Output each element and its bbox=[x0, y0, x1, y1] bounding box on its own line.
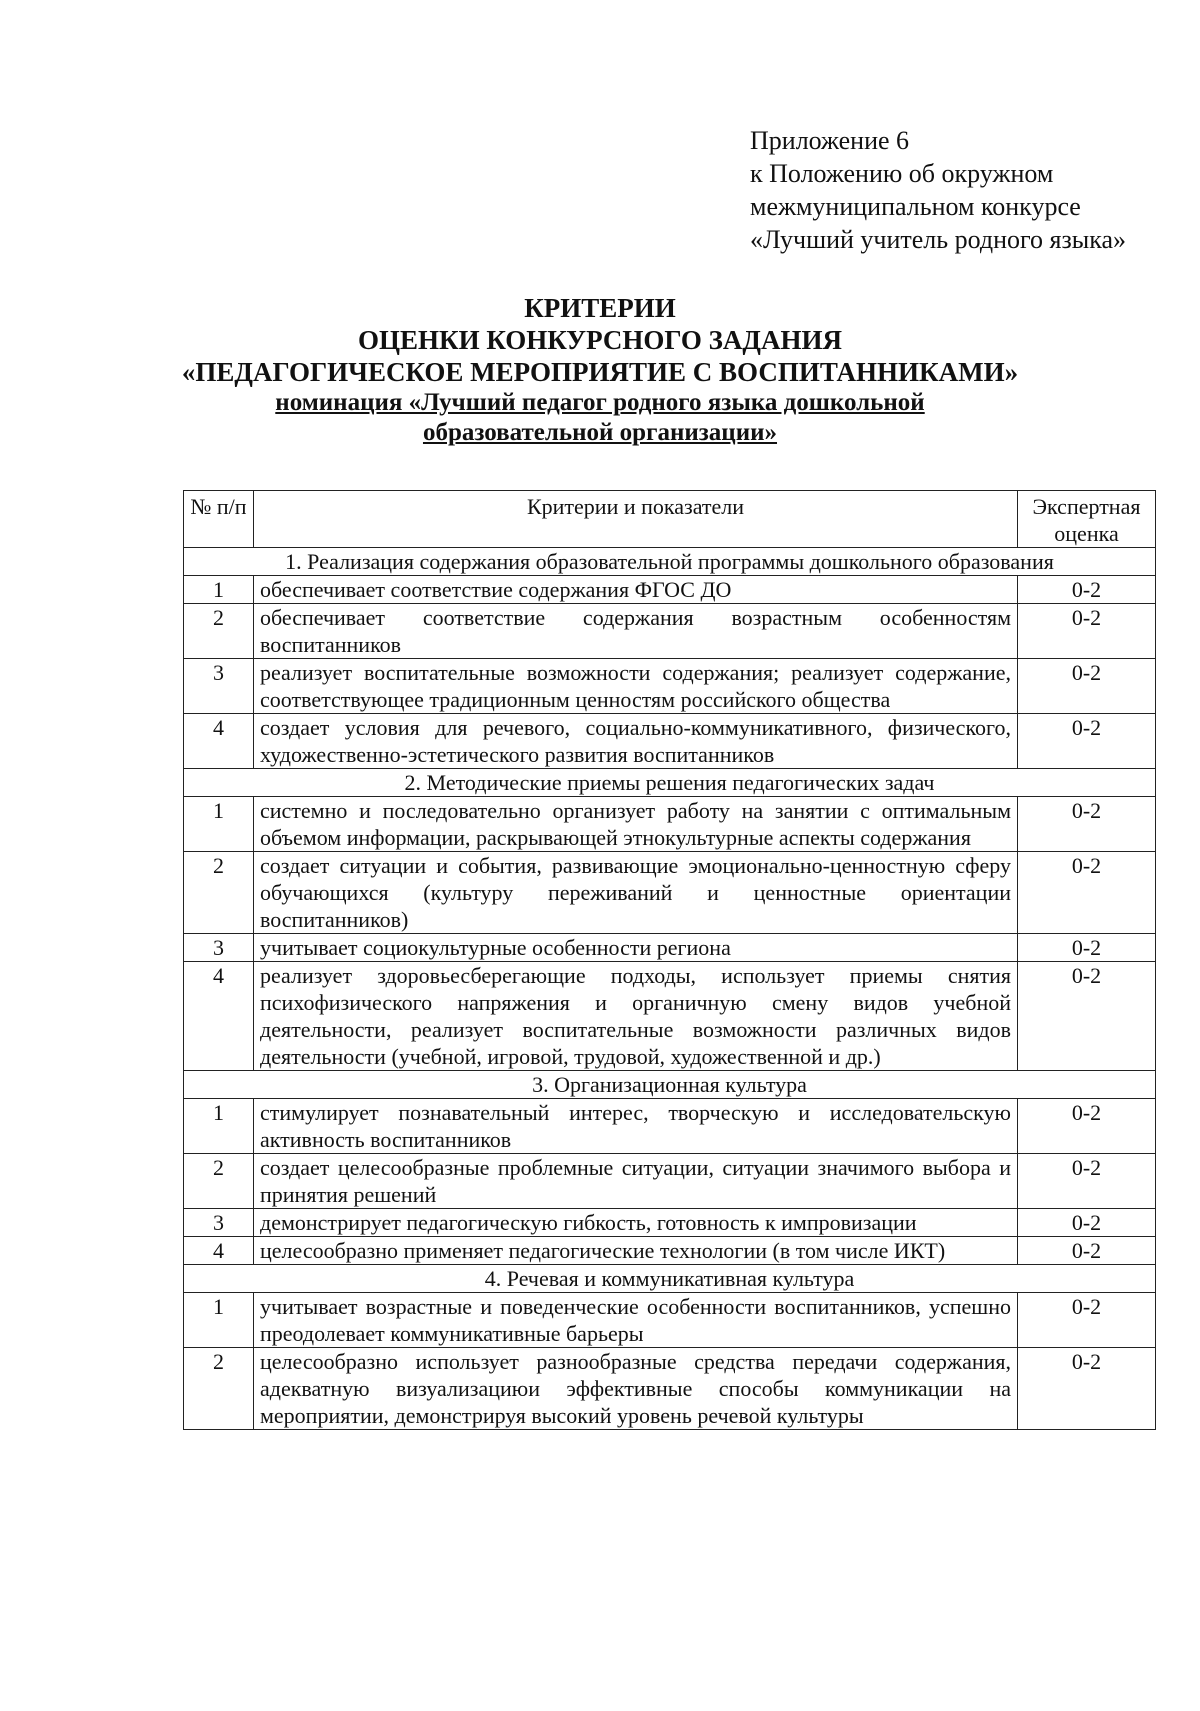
nomination-line: номинация «Лучший педагог родного языка дошкольной bbox=[275, 389, 925, 416]
criterion-number: 3 bbox=[184, 1209, 254, 1237]
criterion-score: 0-2 bbox=[1018, 1154, 1156, 1209]
criterion-row bbox=[184, 604, 1156, 659]
criterion-text: учитывает социокультурные особенности региона bbox=[254, 934, 1018, 962]
criterion-number: 2 bbox=[184, 1348, 254, 1430]
criterion-number: 1 bbox=[184, 1293, 254, 1348]
appendix-line: межмуниципальном конкурсе bbox=[750, 192, 1081, 221]
criterion-number: 2 bbox=[184, 852, 254, 934]
criterion-text: обеспечивает соответствие содержания возрастным особенностям воспитанников bbox=[254, 604, 1018, 659]
criterion-score: 0-2 bbox=[1018, 934, 1156, 962]
criterion-number: 4 bbox=[184, 962, 254, 1071]
criterion-text: реализует воспитательные возможности содержания; реализует содержание, соответствующее традиционным ценностям российского общества bbox=[254, 659, 1018, 714]
section-row bbox=[184, 1265, 1156, 1293]
criterion-score: 0-2 bbox=[1018, 1099, 1156, 1154]
section-title: 4. Речевая и коммуникативная культура bbox=[184, 1265, 1156, 1293]
criterion-number: 2 bbox=[184, 1154, 254, 1209]
criterion-row bbox=[184, 1209, 1156, 1237]
criterion-text: учитывает возрастные и поведенческие особенности воспитанников, успешно преодолевает коммуникативные барьеры bbox=[254, 1293, 1018, 1348]
criterion-text: целесообразно использует разнообразные средства передачи содержания, адекватную визуализациюи эффективные способы коммуникации на мероприятии, демонстрируя высокий уровень речевой культуры bbox=[254, 1348, 1018, 1430]
criterion-score: 0-2 bbox=[1018, 604, 1156, 659]
criterion-text: создает целесообразные проблемные ситуации, ситуации значимого выбора и принятия решений bbox=[254, 1154, 1018, 1209]
criteria-body bbox=[184, 548, 1156, 1430]
criterion-number: 4 bbox=[184, 714, 254, 769]
criterion-score: 0-2 bbox=[1018, 1293, 1156, 1348]
criterion-score: 0-2 bbox=[1018, 659, 1156, 714]
criterion-text: демонстрирует педагогическую гибкость, готовность к импровизации bbox=[254, 1209, 1018, 1237]
criterion-row bbox=[184, 1237, 1156, 1265]
criterion-score: 0-2 bbox=[1018, 852, 1156, 934]
nomination-line: образовательной организации» bbox=[422, 419, 778, 446]
criterion-number: 2 bbox=[184, 604, 254, 659]
criterion-number: 1 bbox=[184, 576, 254, 604]
criterion-row bbox=[184, 576, 1156, 604]
section-row bbox=[184, 769, 1156, 797]
criterion-text: реализует здоровьесберегающие подходы, использует приемы снятия психофизического напряжения и органичную смену видов учебной деятельности, реализует воспитательные возможности различных видов деятельности (учебной, игровой, трудовой, художественной и др.) bbox=[254, 962, 1018, 1071]
criterion-row bbox=[184, 962, 1156, 1071]
criterion-score: 0-2 bbox=[1018, 1348, 1156, 1430]
criterion-score: 0-2 bbox=[1018, 1209, 1156, 1237]
title-line: КРИТЕРИИ bbox=[524, 293, 676, 323]
title-line: «ПЕДАГОГИЧЕСКОЕ МЕРОПРИЯТИЕ С ВОСПИТАННИКАМИ» bbox=[181, 357, 1019, 387]
criterion-number: 1 bbox=[184, 797, 254, 852]
header-score: Экспертная оценка bbox=[1018, 491, 1156, 548]
section-title: 3. Организационная культура bbox=[184, 1071, 1156, 1099]
appendix-note bbox=[750, 124, 1126, 256]
criterion-row bbox=[184, 714, 1156, 769]
criterion-text: создает ситуации и события, развивающие эмоционально-ценностную сферу обучающихся (культуру переживаний и ценностные ориентации воспитанников) bbox=[254, 852, 1018, 934]
section-row bbox=[184, 548, 1156, 576]
appendix-line: Приложение 6 bbox=[750, 126, 910, 155]
criterion-score: 0-2 bbox=[1018, 797, 1156, 852]
criterion-score: 0-2 bbox=[1018, 1237, 1156, 1265]
document-title bbox=[0, 292, 1200, 448]
header-num: № п/п bbox=[184, 491, 254, 548]
criterion-number: 3 bbox=[184, 934, 254, 962]
criterion-text: целесообразно применяет педагогические технологии (в том числе ИКТ) bbox=[254, 1237, 1018, 1265]
criterion-row bbox=[184, 797, 1156, 852]
title-line: ОЦЕНКИ КОНКУРСНОГО ЗАДАНИЯ bbox=[357, 325, 842, 355]
header-criteria: Критерии и показатели bbox=[254, 491, 1018, 548]
section-title: 2. Методические приемы решения педагогических задач bbox=[184, 769, 1156, 797]
criterion-row bbox=[184, 1348, 1156, 1430]
criterion-text: создает условия для речевого, социально-коммуникативного, физического, художественно-эстетического развития воспитанников bbox=[254, 714, 1018, 769]
criteria-table bbox=[183, 490, 1156, 1430]
criterion-number: 1 bbox=[184, 1099, 254, 1154]
criterion-row bbox=[184, 1099, 1156, 1154]
criterion-text: обеспечивает соответствие содержания ФГОС ДО bbox=[254, 576, 1018, 604]
criterion-text: системно и последовательно организует работу на занятии с оптимальным объемом информации, раскрывающей этнокультурные аспекты содержания bbox=[254, 797, 1018, 852]
appendix-line: «Лучший учитель родного языка» bbox=[750, 225, 1127, 254]
criterion-number: 3 bbox=[184, 659, 254, 714]
criterion-number: 4 bbox=[184, 1237, 254, 1265]
appendix-line: к Положению об окружном bbox=[750, 159, 1054, 188]
criterion-row bbox=[184, 1293, 1156, 1348]
criterion-score: 0-2 bbox=[1018, 962, 1156, 1071]
table-header-row bbox=[184, 491, 1156, 548]
section-row bbox=[184, 1071, 1156, 1099]
criterion-text: стимулирует познавательный интерес, творческую и исследовательскую активность воспитанников bbox=[254, 1099, 1018, 1154]
criterion-row bbox=[184, 852, 1156, 934]
criterion-row bbox=[184, 934, 1156, 962]
criterion-score: 0-2 bbox=[1018, 714, 1156, 769]
criterion-row bbox=[184, 659, 1156, 714]
criterion-row bbox=[184, 1154, 1156, 1209]
section-title: 1. Реализация содержания образовательной программы дошкольного образования bbox=[184, 548, 1156, 576]
criterion-score: 0-2 bbox=[1018, 576, 1156, 604]
